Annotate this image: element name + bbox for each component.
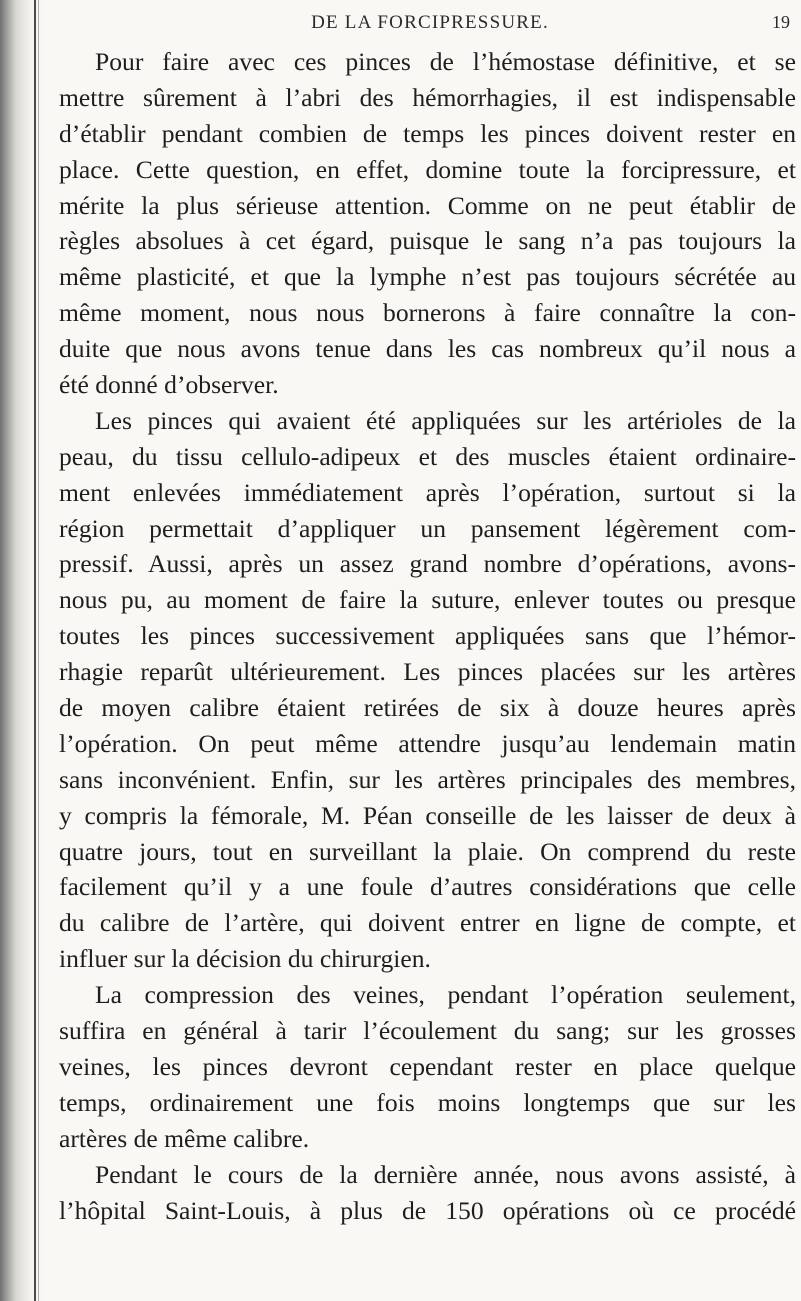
- text-line: duite que nous avons tenue dans les cas nombreux qu’il nous a: [59, 334, 796, 364]
- body-text: [59, 44, 796, 1228]
- text-line: nous pu, au moment de faire la suture, enlever toutes ou presque: [59, 585, 796, 615]
- text-line: même plasticité, et que la lymphe n’est pas toujours sécrétée au: [59, 262, 796, 292]
- text-line: peau, du tissu cellulo-adipeux et des muscles étaient ordinaire-: [59, 441, 796, 471]
- text-line: influer sur la décision du chirurgien.: [59, 944, 431, 974]
- page-number: 19: [772, 12, 790, 32]
- text-line: Pour faire avec ces pinces de l’hémostase définitive, et se: [95, 47, 796, 76]
- text-line: pressif. Aussi, après un assez grand nombre d’opérations, avons-: [59, 549, 796, 579]
- text-line: ment enlevées immédiatement après l’opération, surtout si la: [59, 477, 796, 507]
- text-line: même moment, nous nous bornerons à faire connaître la con-: [59, 298, 796, 328]
- text-line: de moyen calibre étaient retirées de six à douze heures après: [59, 693, 796, 723]
- text-line: du calibre de l’artère, qui doivent entrer en ligne de compte, et: [59, 908, 796, 938]
- text-line: y compris la fémorale, M. Péan conseille de les laisser de deux à: [59, 800, 796, 830]
- binding-edge-line: [34, 0, 36, 1301]
- text-line: suffira en général à tarir l’écoulement du sang; sur les grosses: [59, 1016, 796, 1046]
- binding-edge-line-faint: [38, 0, 39, 1301]
- text-line: mérite la plus sérieuse attention. Comme on ne peut établir de: [59, 190, 796, 220]
- text-line: rhagie reparût ultérieurement. Les pinces placées sur les artères: [59, 657, 796, 687]
- binding-gutter: [0, 0, 46, 1301]
- text-line: l’opération. On peut même attendre jusqu’au lendemain matin: [59, 728, 796, 758]
- text-line: quatre jours, tout en surveillant la plaie. On comprend du reste: [59, 836, 796, 866]
- text-line: d’établir pendant combien de temps les pinces doivent rester en: [59, 118, 796, 148]
- text-line: facilement qu’il y a une foule d’autres considérations que celle: [59, 872, 796, 902]
- text-line: sans inconvénient. Enfin, sur les artères principales des membres,: [59, 764, 796, 794]
- text-line: région permettait d’appliquer un pansement légèrement com-: [59, 513, 796, 543]
- text-line: veines, les pinces devront cependant rester en place quelque: [59, 1051, 796, 1081]
- text-line: Les pinces qui avaient été appliquées sur les artérioles de la: [95, 405, 796, 435]
- page-header: [60, 10, 800, 38]
- text-line: place. Cette question, en effet, domine toute la forcipressure, et: [59, 154, 796, 184]
- text-line: temps, ordinairement une fois moins longtemps que sur les: [59, 1087, 796, 1117]
- text-line: Pendant le cours de la dernière année, nous avons assisté, à: [95, 1159, 796, 1189]
- text-line: été donné d’observer.: [59, 370, 279, 400]
- text-line: règles absolues à cet égard, puisque le sang n’a pas toujours la: [59, 226, 796, 256]
- text-line: artères de même calibre.: [59, 1123, 310, 1153]
- text-line: La compression des veines, pendant l’opération seulement,: [95, 980, 796, 1010]
- text-line: mettre sûrement à l’abri des hémorrhagies, il est indispensable: [59, 82, 796, 112]
- text-line: l’hôpital Saint-Louis, à plus de 150 opérations où ce procédé: [59, 1195, 796, 1225]
- running-head: DE LA FORCIPRESSURE.: [311, 12, 549, 33]
- text-line: toutes les pinces successivement appliquées sans que l’hémor-: [59, 621, 796, 651]
